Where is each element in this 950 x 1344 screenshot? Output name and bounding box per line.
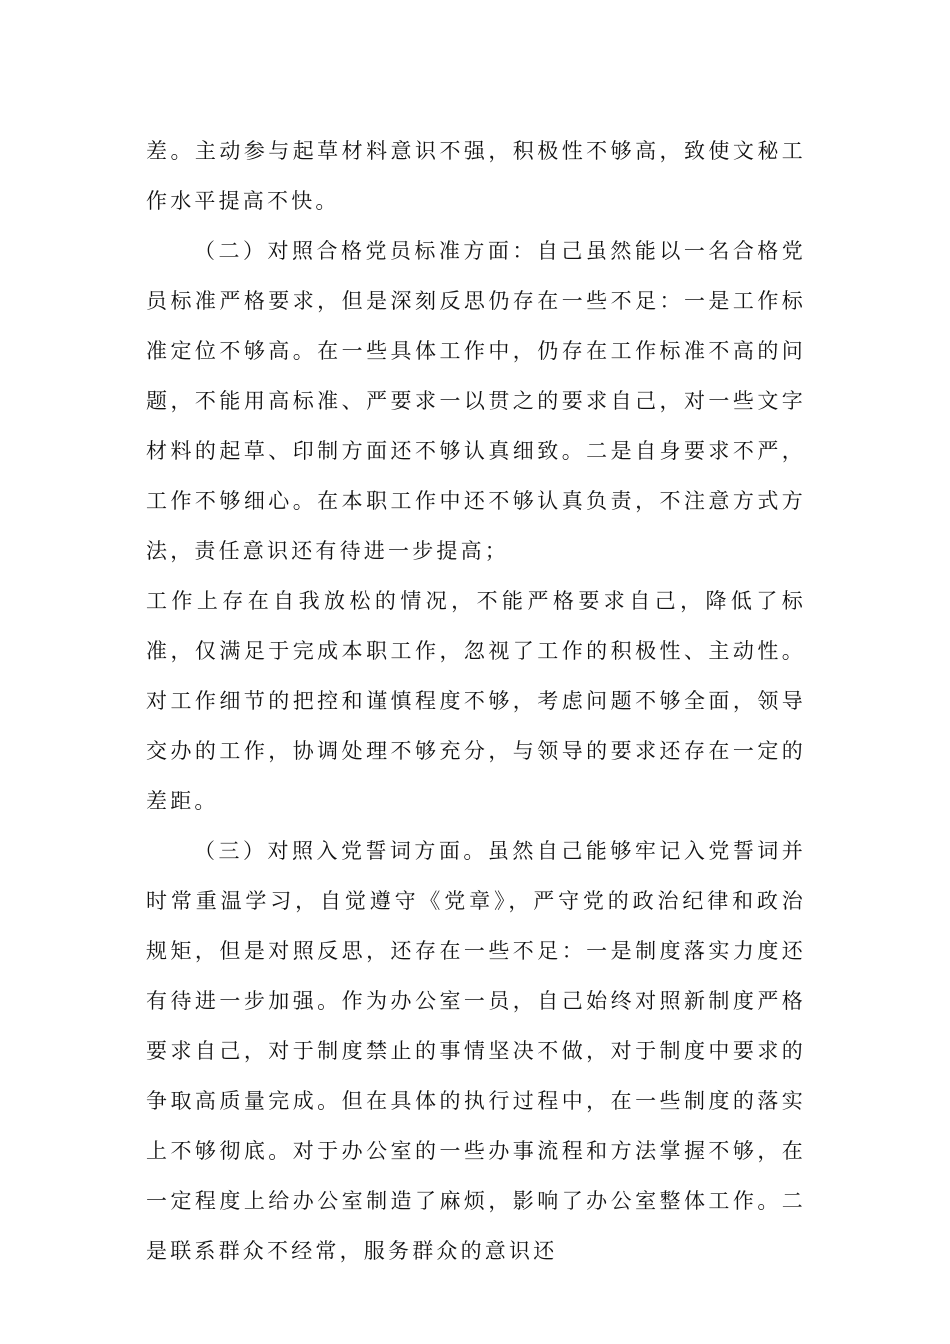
paragraph-continuation: 差。主动参与起草材料意识不强，积极性不够高，致使文秘工作水平提高不快。 — [146, 139, 806, 213]
paragraph-section-three: （三）对照入党誓词方面。虽然自己能够牢记入党誓词并时常重温学习，自觉遵守《党章》，严守党的政治纪律和政治规矩，但是对照反思，还存在一些不足：一是制度落实力度还有待进一步加强。作为办公室一员，自己始终对照新制度严格要求自己，对于制度禁止的事情坚决不做，对于制度中要求的争取高质量完成。但在具体的执行过程中，在一些制度的落实上不够彻底。对于办公室的一些办事流程和方法掌握不够，在一定程度上给办公室制造了麻烦，影响了办公室整体工作。二是联系群众不经常，服务群众的意识还 — [146, 839, 806, 1263]
paragraph-section-two: （二）对照合格党员标准方面：自己虽然能以一名合格党员标准严格要求，但是深刻反思仍存在一些不足：一是工作标准定位不够高。在一些具体工作中，仍存在工作标准不高的问题，不能用高标准、严要求一以贯之的要求自己，对一些文字材料的起草、印制方面还不够认真细致。二是自身要求不严，工作不够细心。在本职工作中还不够认真负责，不注意方式方法，责任意识还有待进一步提高； — [146, 239, 806, 563]
document-body — [146, 126, 806, 1276]
paragraph-self-relaxation: 工作上存在自我放松的情况，不能严格要求自己，降低了标准，仅满足于完成本职工作，忽视了工作的积极性、主动性。对工作细节的把控和谨慎程度不够，考虑问题不够全面，领导交办的工作，协调处理不够充分，与领导的要求还存在一定的差距。 — [146, 589, 806, 813]
